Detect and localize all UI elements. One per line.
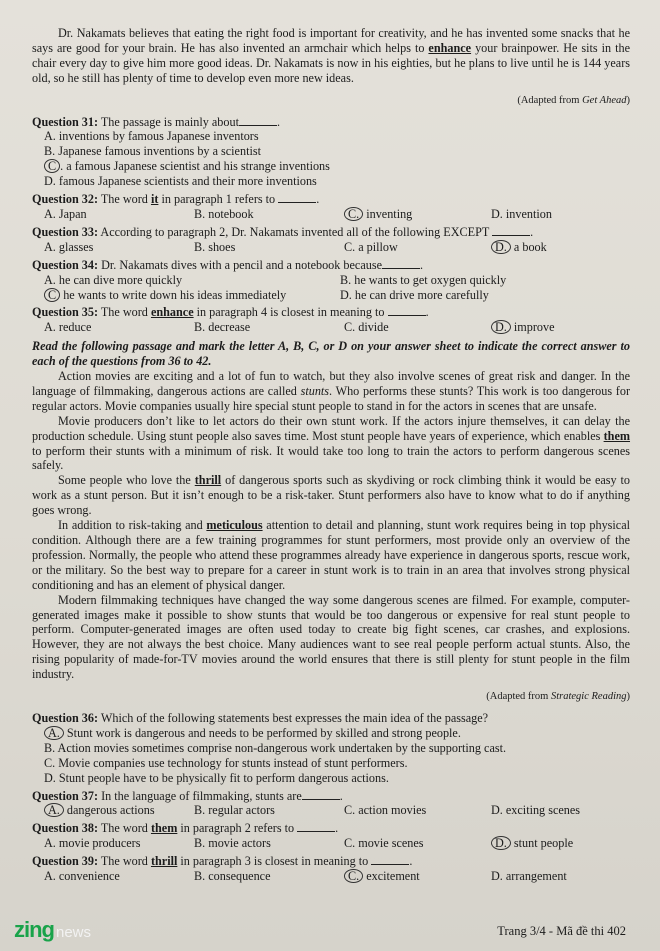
- q35-option-c[interactable]: C. divide: [344, 320, 389, 335]
- answer-circle: A.: [44, 803, 64, 817]
- q33-option-d[interactable]: D. a book: [491, 240, 547, 255]
- q36-option-d[interactable]: D. Stunt people have to be physically fit to perform dangerous actions.: [44, 770, 389, 785]
- q34-option-a[interactable]: A. he can dive more quickly: [44, 272, 183, 287]
- question-39: Question 39: The word thrill in paragraph 3 is closest in meaning to . A. convenience B. consequence C. excitement D. arrangement: [32, 854, 567, 884]
- keyword-enhance: enhance: [428, 40, 472, 55]
- q33-option-a[interactable]: A. glasses: [44, 239, 94, 254]
- passage-paragraph-3: Some people who love the thrill of dangerous sports such as skydiving or rock climbing think it would be easy to work as a stunt person. But it isn’t enough to be a risk-taker. Stunt performers also have to know what to do if anything goes wrong.: [32, 473, 631, 518]
- passage-paragraph-2: Movie producers don’t like to let actors do their own stunt work. If the actors injure themselves, it can delay the production schedule. Using stunt people also saves time. Most stunt people have years of experience, which enables them to perform their stunts with a minimum of risk. It would take too long to train the actors to perform dangerous scenes safely.: [32, 413, 631, 473]
- q37-option-b[interactable]: B. regular actors: [194, 803, 275, 818]
- q32-option-d[interactable]: D. invention: [491, 206, 552, 221]
- q31-option-c[interactable]: C . a famous Japanese scientist and his strange inventions: [32, 159, 630, 174]
- q31-option-a[interactable]: A. inventions by famous Japanese inventors: [44, 129, 259, 144]
- q31-option-d[interactable]: D. famous Japanese scientists and their more inventions: [44, 174, 317, 189]
- q39-option-d[interactable]: D. arrangement: [491, 869, 567, 884]
- question-38: Question 38: The word them in paragraph 2 refers to . A. movie producers B. movie actors C. movie scenes D. stunt people: [32, 821, 574, 851]
- q35-option-d[interactable]: D. improve: [491, 320, 555, 335]
- intro-paragraph: Dr. Nakamats believes that eating the right food is important for creativity, and he has invented some snacks that he says are good for your brain. He has also invented an armchair which helps to enhance your brainpower. He sits in the chair every day to give him more good ideas. Dr. Nakamats is now in his eighties, but he plans to live until he is 144 years old, so he still has plenty of time to develop even more new ideas.: [32, 26, 631, 85]
- q35-option-b[interactable]: B. decrease: [194, 320, 251, 335]
- q31-option-b[interactable]: B. Japanese famous inventions by a scientist: [44, 144, 261, 159]
- source-note-1: (Adapted from Get Ahead): [517, 94, 630, 106]
- answer-circle: D.: [491, 836, 511, 850]
- passage-paragraph-5: Modern filmmaking techniques have changed the way some dangerous scenes are filmed. For example, computer-generated images make it possible to show stunts that would be too dangerous or expensive for real stunt people to perform. Computer-generated images are often used today to create big fight scenes, car crashes, and explosions. However, they are not always the best choice. Many audiences want to see real people perform actual stunts. Also, the rising popularity of made-for-TV movies around the world ensures that there is still plenty for stunt people in the film industry.: [32, 592, 630, 682]
- answer-circle: C: [44, 288, 60, 302]
- q39-option-b[interactable]: B. consequence: [194, 869, 271, 884]
- passage-paragraph-1: Action movies are exciting and a lot of fun to watch, but they also involve scenes of great risk and danger. In the language of filmmaking, dangerous actions are called stunts. Who performs these stunts? This work is too dangerous for regular actors. Movie companies usually hire special stunt people to stand in for the actors in scenes that are unsafe.: [32, 369, 631, 413]
- answer-circle: C.: [344, 869, 363, 883]
- question-32: Question 32: The word it in paragraph 1 refers to . A. Japan B. notebook C. inventing D. invention: [32, 192, 552, 221]
- zing-news-logo: zing news: [14, 917, 92, 943]
- passage-paragraph-4: In addition to risk-taking and meticulous attention to detail and planning, stunt work requires being in top physical condition. Although there are a few training programmes for stunt performers, most provide only an overview of the profession. Normally, the people who attend these programmes already have experience in dangerous sports, rescue work, or the military. So the best way to prepare for a career in stunt work is to train in an area that involves strong physical conditioning and has an element of physical danger.: [32, 518, 630, 592]
- q33-option-b[interactable]: B. shoes: [194, 239, 236, 254]
- q38-option-b[interactable]: B. movie actors: [194, 836, 271, 851]
- q32-option-c[interactable]: C. inventing: [344, 207, 491, 222]
- q39-option-c[interactable]: C. excitement: [344, 869, 491, 884]
- q37-option-c[interactable]: C. action movies: [344, 803, 427, 818]
- question-33: Question 33: According to paragraph 2, Dr. Nakamats invented all of the following EXCEPT . A. glasses B. shoes C. a pillow D. a book: [32, 224, 547, 254]
- q39-option-a[interactable]: A. convenience: [44, 869, 120, 884]
- q35-option-a[interactable]: A. reduce: [44, 320, 92, 335]
- answer-circle: C: [44, 159, 60, 173]
- q34-option-d[interactable]: D. he can drive more carefully: [340, 287, 489, 302]
- answer-circle: C.: [344, 207, 363, 221]
- q32-option-b[interactable]: B. notebook: [194, 206, 254, 221]
- question-34: Question 34: Dr. Nakamats dives with a pencil and a notebook because . A. he can dive more quickly B. he wants to get oxygen quickly C he wants to write down his ideas immediately D. he can drive more carefully: [32, 257, 507, 302]
- answer-circle: D.: [491, 240, 511, 254]
- q38-option-d[interactable]: D. stunt people: [491, 836, 573, 851]
- answer-circle: A.: [44, 726, 64, 740]
- page-footer: [0, 911, 660, 951]
- q36-option-b[interactable]: B. Action movies sometimes comprise non-dangerous work undertaken by the supporting cast.: [44, 740, 507, 755]
- answer-circle: D.: [491, 320, 511, 334]
- q36-option-a[interactable]: A. Stunt work is dangerous and needs to be performed by skilled and strong people.: [32, 726, 630, 741]
- q34-option-b[interactable]: B. he wants to get oxygen quickly: [340, 272, 507, 287]
- question-31: Question 31: The passage is mainly about . A. inventions by famous Japanese inventors B. Japanese famous inventions by a scientist C . a famous Japanese scientist and his strange inventions D. famous Japanese scientists and their more inventions: [32, 115, 630, 190]
- q36-option-c[interactable]: C. Movie companies use technology for stunts instead of stunt performers.: [44, 755, 408, 770]
- page-number: Trang 3/4 - Mã đề thi 402: [497, 924, 626, 939]
- q38-option-c[interactable]: C. movie scenes: [344, 836, 424, 851]
- source-note-2: (Adapted from Strategic Reading): [486, 691, 630, 703]
- q32-option-a[interactable]: A. Japan: [44, 206, 87, 221]
- question-36: Question 36: Which of the following statements best expresses the main idea of the passage? A. Stunt work is dangerous and needs to be performed by skilled and strong people. B. Action movies sometimes comprise non-dangerous work undertaken by the supporting cast. C. Movie companies use technology for stunts instead of stunt performers. D. Stunt people have to be physically fit to perform dangerous actions.: [32, 711, 630, 786]
- q33-option-c[interactable]: C. a pillow: [344, 239, 398, 254]
- question-37: Question 37: In the language of filmmaking, stunts are . A. dangerous actions B. regular actors C. action movies D. exciting scenes: [32, 788, 581, 818]
- q37-option-d[interactable]: D. exciting scenes: [491, 803, 581, 818]
- instruction-text: Read the following passage and mark the letter A, B, C, or D on your answer sheet to indicate the correct answer to each of the questions from 36 to 42.: [32, 339, 630, 369]
- q37-option-a[interactable]: A. dangerous actions: [44, 803, 194, 818]
- question-35: Question 35: The word enhance in paragraph 4 is closest in meaning to . A. reduce B. decrease C. divide D. improve: [32, 305, 555, 335]
- q34-option-c[interactable]: C he wants to write down his ideas immediately: [44, 288, 340, 303]
- q38-option-a[interactable]: A. movie producers: [44, 836, 141, 851]
